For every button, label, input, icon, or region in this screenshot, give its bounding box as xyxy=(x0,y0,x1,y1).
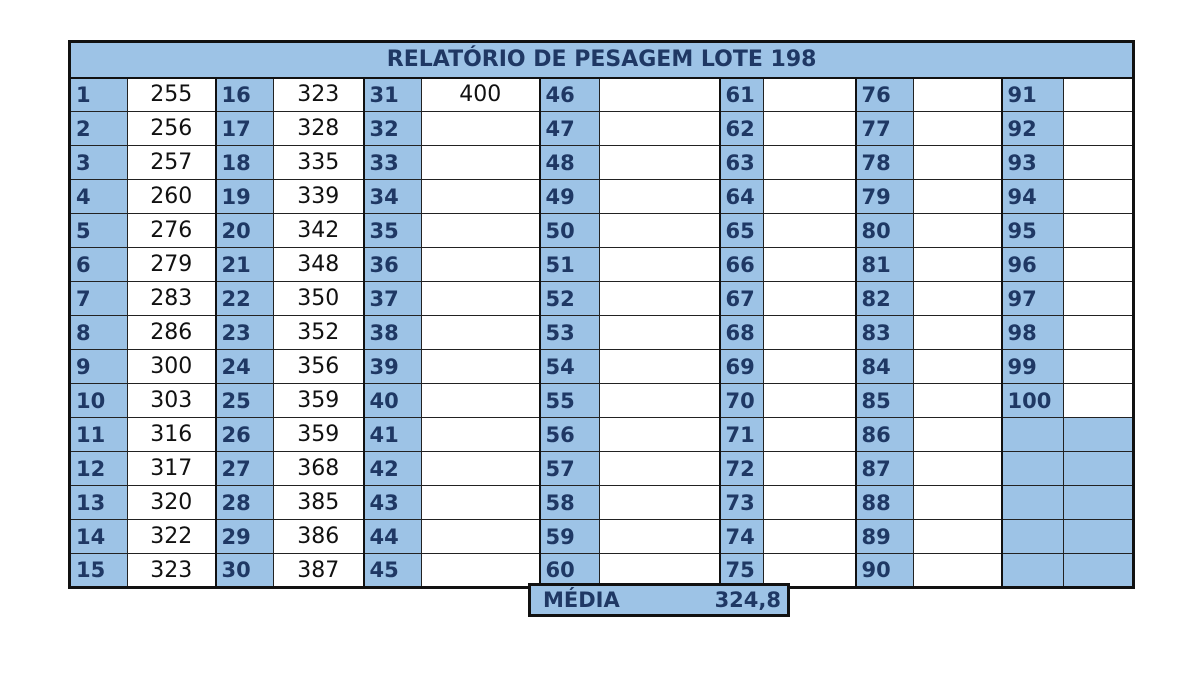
animal-number-cell: 24 xyxy=(216,350,274,384)
weight-cell xyxy=(764,486,856,520)
weight-cell: 322 xyxy=(128,520,216,554)
weight-cell xyxy=(422,316,540,350)
table-row xyxy=(70,418,1134,452)
table-row xyxy=(70,384,1134,418)
weight-cell xyxy=(600,282,720,316)
weight-cell xyxy=(914,418,1002,452)
weight-cell xyxy=(764,112,856,146)
animal-number-cell: 86 xyxy=(856,418,914,452)
animal-number-cell: 38 xyxy=(364,316,422,350)
weight-cell xyxy=(422,452,540,486)
animal-number-cell xyxy=(1002,520,1064,554)
animal-number-cell: 26 xyxy=(216,418,274,452)
animal-number-cell: 65 xyxy=(720,214,764,248)
weight-cell: 323 xyxy=(128,554,216,588)
average-box xyxy=(528,583,790,617)
report-title: RELATÓRIO DE PESAGEM LOTE 198 xyxy=(70,42,1134,78)
weight-cell: 400 xyxy=(422,78,540,112)
animal-number-cell: 32 xyxy=(364,112,422,146)
weight-cell xyxy=(764,350,856,384)
animal-number-cell: 62 xyxy=(720,112,764,146)
weight-cell xyxy=(1064,180,1134,214)
weight-cell: 328 xyxy=(274,112,364,146)
weight-cell xyxy=(914,520,1002,554)
weight-cell xyxy=(764,520,856,554)
weight-cell: 359 xyxy=(274,384,364,418)
weight-cell xyxy=(764,316,856,350)
animal-number-cell: 44 xyxy=(364,520,422,554)
weight-cell: 286 xyxy=(128,316,216,350)
animal-number-cell: 15 xyxy=(70,554,128,588)
animal-number-cell: 66 xyxy=(720,248,764,282)
weight-cell xyxy=(600,248,720,282)
weight-cell: 255 xyxy=(128,78,216,112)
animal-number-cell: 59 xyxy=(540,520,600,554)
weight-cell xyxy=(600,384,720,418)
animal-number-cell: 20 xyxy=(216,214,274,248)
weight-cell xyxy=(914,248,1002,282)
weight-cell xyxy=(600,180,720,214)
table-row xyxy=(70,350,1134,384)
animal-number-cell: 9 xyxy=(70,350,128,384)
weight-cell xyxy=(422,418,540,452)
animal-number-cell: 30 xyxy=(216,554,274,588)
weight-cell: 323 xyxy=(274,78,364,112)
weight-cell xyxy=(1064,214,1134,248)
animal-number-cell: 55 xyxy=(540,384,600,418)
weight-cell xyxy=(914,554,1002,588)
weight-cell: 342 xyxy=(274,214,364,248)
weight-cell xyxy=(764,214,856,248)
animal-number-cell: 40 xyxy=(364,384,422,418)
weight-cell xyxy=(600,214,720,248)
weight-cell xyxy=(1064,418,1134,452)
weight-cell xyxy=(914,350,1002,384)
weight-cell xyxy=(600,452,720,486)
weight-cell xyxy=(764,282,856,316)
weight-cell xyxy=(600,350,720,384)
weight-cell: 368 xyxy=(274,452,364,486)
animal-number-cell: 75 xyxy=(720,554,764,588)
animal-number-cell: 18 xyxy=(216,146,274,180)
animal-number-cell: 87 xyxy=(856,452,914,486)
animal-number-cell: 67 xyxy=(720,282,764,316)
weight-cell xyxy=(1064,112,1134,146)
animal-number-cell: 64 xyxy=(720,180,764,214)
animal-number-cell: 1 xyxy=(70,78,128,112)
weight-cell: 348 xyxy=(274,248,364,282)
animal-number-cell: 57 xyxy=(540,452,600,486)
animal-number-cell: 69 xyxy=(720,350,764,384)
weight-cell: 335 xyxy=(274,146,364,180)
animal-number-cell: 88 xyxy=(856,486,914,520)
weight-cell xyxy=(1064,486,1134,520)
animal-number-cell: 94 xyxy=(1002,180,1064,214)
animal-number-cell: 34 xyxy=(364,180,422,214)
animal-number-cell: 10 xyxy=(70,384,128,418)
weight-cell xyxy=(1064,350,1134,384)
animal-number-cell: 41 xyxy=(364,418,422,452)
animal-number-cell: 84 xyxy=(856,350,914,384)
weight-cell: 352 xyxy=(274,316,364,350)
animal-number-cell: 19 xyxy=(216,180,274,214)
animal-number-cell: 42 xyxy=(364,452,422,486)
weight-cell xyxy=(914,316,1002,350)
animal-number-cell: 7 xyxy=(70,282,128,316)
animal-number-cell: 21 xyxy=(216,248,274,282)
animal-number-cell: 37 xyxy=(364,282,422,316)
animal-number-cell: 56 xyxy=(540,418,600,452)
animal-number-cell: 28 xyxy=(216,486,274,520)
animal-number-cell: 2 xyxy=(70,112,128,146)
weight-cell xyxy=(914,180,1002,214)
animal-number-cell: 17 xyxy=(216,112,274,146)
weight-cell xyxy=(600,78,720,112)
animal-number-cell: 83 xyxy=(856,316,914,350)
animal-number-cell: 27 xyxy=(216,452,274,486)
average-value: 324,8 xyxy=(714,588,781,612)
animal-number-cell xyxy=(1002,418,1064,452)
weight-cell: 276 xyxy=(128,214,216,248)
table-row xyxy=(70,248,1134,282)
animal-number-cell: 22 xyxy=(216,282,274,316)
animal-number-cell: 23 xyxy=(216,316,274,350)
animal-number-cell: 46 xyxy=(540,78,600,112)
animal-number-cell: 89 xyxy=(856,520,914,554)
weight-cell xyxy=(1064,248,1134,282)
animal-number-cell: 96 xyxy=(1002,248,1064,282)
weight-cell xyxy=(422,486,540,520)
weight-cell xyxy=(600,486,720,520)
weight-cell: 359 xyxy=(274,418,364,452)
weight-cell: 300 xyxy=(128,350,216,384)
weight-cell: 303 xyxy=(128,384,216,418)
weight-cell: 385 xyxy=(274,486,364,520)
animal-number-cell: 16 xyxy=(216,78,274,112)
title-row xyxy=(70,42,1134,78)
animal-number-cell xyxy=(1002,554,1064,588)
weight-cell xyxy=(422,282,540,316)
animal-number-cell: 14 xyxy=(70,520,128,554)
weight-cell: 257 xyxy=(128,146,216,180)
animal-number-cell: 77 xyxy=(856,112,914,146)
weight-cell xyxy=(764,78,856,112)
weight-cell xyxy=(422,384,540,418)
weight-cell xyxy=(914,486,1002,520)
animal-number-cell: 63 xyxy=(720,146,764,180)
table-row xyxy=(70,112,1134,146)
animal-number-cell: 76 xyxy=(856,78,914,112)
animal-number-cell: 8 xyxy=(70,316,128,350)
weight-cell xyxy=(600,316,720,350)
weight-cell xyxy=(422,180,540,214)
table-row xyxy=(70,520,1134,554)
weight-cell xyxy=(764,384,856,418)
weight-cell: 283 xyxy=(128,282,216,316)
weight-cell xyxy=(764,146,856,180)
animal-number-cell: 31 xyxy=(364,78,422,112)
animal-number-cell: 13 xyxy=(70,486,128,520)
weight-cell xyxy=(600,112,720,146)
animal-number-cell: 43 xyxy=(364,486,422,520)
weight-cell: 279 xyxy=(128,248,216,282)
average-label: MÉDIA xyxy=(543,588,620,612)
animal-number-cell: 100 xyxy=(1002,384,1064,418)
animal-number-cell: 50 xyxy=(540,214,600,248)
weight-cell xyxy=(914,282,1002,316)
weight-cell xyxy=(422,146,540,180)
weight-cell xyxy=(600,418,720,452)
animal-number-cell: 6 xyxy=(70,248,128,282)
weight-cell xyxy=(422,112,540,146)
weighing-report-sheet xyxy=(68,40,1132,589)
weight-cell xyxy=(422,214,540,248)
table-row xyxy=(70,282,1134,316)
table-row xyxy=(70,452,1134,486)
animal-number-cell: 35 xyxy=(364,214,422,248)
weight-cell: 387 xyxy=(274,554,364,588)
table-row xyxy=(70,146,1134,180)
animal-number-cell xyxy=(1002,486,1064,520)
weight-cell xyxy=(1064,384,1134,418)
weight-cell xyxy=(1064,452,1134,486)
weight-cell xyxy=(422,350,540,384)
weight-cell xyxy=(914,452,1002,486)
animal-number-cell: 92 xyxy=(1002,112,1064,146)
animal-number-cell: 61 xyxy=(720,78,764,112)
weight-cell xyxy=(600,520,720,554)
weight-cell xyxy=(914,112,1002,146)
animal-number-cell: 60 xyxy=(540,554,600,588)
animal-number-cell: 25 xyxy=(216,384,274,418)
animal-number-cell: 36 xyxy=(364,248,422,282)
weight-cell xyxy=(1064,78,1134,112)
weight-cell xyxy=(422,520,540,554)
animal-number-cell: 80 xyxy=(856,214,914,248)
animal-number-cell: 72 xyxy=(720,452,764,486)
animal-number-cell: 85 xyxy=(856,384,914,418)
weight-cell xyxy=(1064,146,1134,180)
animal-number-cell: 68 xyxy=(720,316,764,350)
animal-number-cell: 53 xyxy=(540,316,600,350)
weight-cell xyxy=(914,384,1002,418)
weight-cell xyxy=(1064,554,1134,588)
weight-cell: 256 xyxy=(128,112,216,146)
weight-cell xyxy=(914,146,1002,180)
animal-number-cell: 51 xyxy=(540,248,600,282)
weight-cell xyxy=(764,180,856,214)
animal-number-cell: 70 xyxy=(720,384,764,418)
weight-cell xyxy=(914,214,1002,248)
weight-cell xyxy=(1064,316,1134,350)
animal-number-cell: 5 xyxy=(70,214,128,248)
weight-cell xyxy=(600,146,720,180)
animal-number-cell: 90 xyxy=(856,554,914,588)
weight-cell xyxy=(1064,282,1134,316)
animal-number-cell: 54 xyxy=(540,350,600,384)
weight-cell: 320 xyxy=(128,486,216,520)
animal-number-cell: 3 xyxy=(70,146,128,180)
weight-cell xyxy=(764,418,856,452)
weight-cell: 386 xyxy=(274,520,364,554)
table-row xyxy=(70,78,1134,112)
animal-number-cell: 79 xyxy=(856,180,914,214)
animal-number-cell: 98 xyxy=(1002,316,1064,350)
table-row xyxy=(70,214,1134,248)
animal-number-cell: 71 xyxy=(720,418,764,452)
weight-cell: 350 xyxy=(274,282,364,316)
table-row xyxy=(70,486,1134,520)
animal-number-cell: 12 xyxy=(70,452,128,486)
animal-number-cell: 48 xyxy=(540,146,600,180)
animal-number-cell: 97 xyxy=(1002,282,1064,316)
animal-number-cell: 81 xyxy=(856,248,914,282)
animal-number-cell: 74 xyxy=(720,520,764,554)
animal-number-cell: 11 xyxy=(70,418,128,452)
weight-cell xyxy=(422,554,540,588)
animal-number-cell: 73 xyxy=(720,486,764,520)
animal-number-cell: 93 xyxy=(1002,146,1064,180)
weighing-report-table xyxy=(68,40,1135,589)
weight-cell xyxy=(422,248,540,282)
animal-number-cell: 78 xyxy=(856,146,914,180)
weight-cell: 316 xyxy=(128,418,216,452)
animal-number-cell xyxy=(1002,452,1064,486)
weight-cell: 260 xyxy=(128,180,216,214)
animal-number-cell: 99 xyxy=(1002,350,1064,384)
animal-number-cell: 52 xyxy=(540,282,600,316)
animal-number-cell: 95 xyxy=(1002,214,1064,248)
weight-cell: 317 xyxy=(128,452,216,486)
table-row xyxy=(70,180,1134,214)
animal-number-cell: 91 xyxy=(1002,78,1064,112)
animal-number-cell: 33 xyxy=(364,146,422,180)
weight-cell xyxy=(764,248,856,282)
weight-cell: 339 xyxy=(274,180,364,214)
animal-number-cell: 4 xyxy=(70,180,128,214)
table-row xyxy=(70,316,1134,350)
animal-number-cell: 47 xyxy=(540,112,600,146)
animal-number-cell: 58 xyxy=(540,486,600,520)
animal-number-cell: 45 xyxy=(364,554,422,588)
weight-cell xyxy=(1064,520,1134,554)
animal-number-cell: 82 xyxy=(856,282,914,316)
weight-cell: 356 xyxy=(274,350,364,384)
weight-cell xyxy=(914,78,1002,112)
animal-number-cell: 49 xyxy=(540,180,600,214)
animal-number-cell: 39 xyxy=(364,350,422,384)
animal-number-cell: 29 xyxy=(216,520,274,554)
weight-cell xyxy=(764,452,856,486)
